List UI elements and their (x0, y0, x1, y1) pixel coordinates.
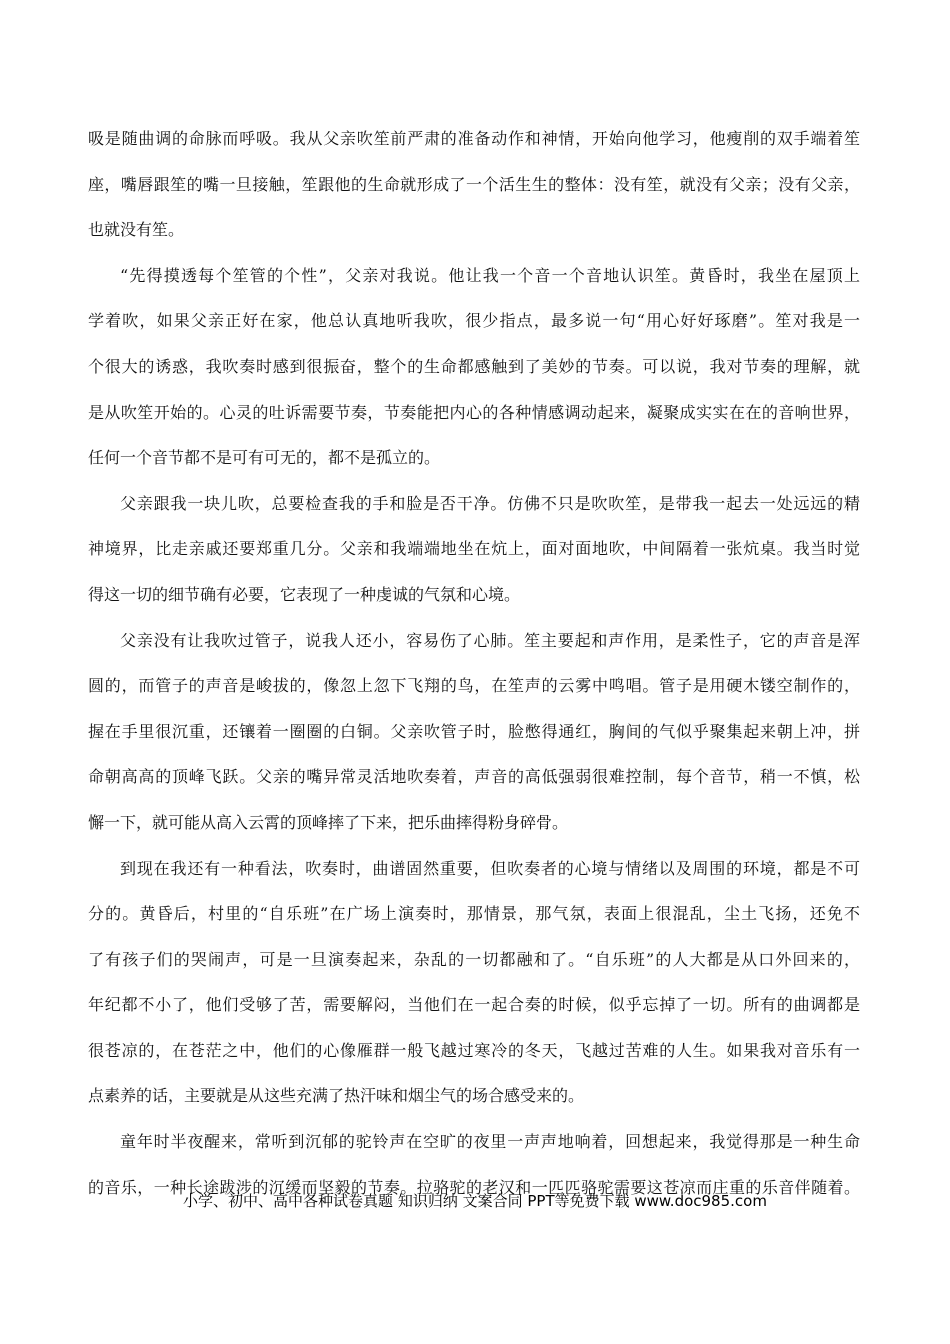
emphasis-dot-char: 峻 (256, 676, 273, 696)
text-line: “先得摸透每个笙管的个性”，父亲对我说。他让我一个音一个音地认识笙。黄昏时，我坐在屋顶上 (120, 265, 860, 285)
text-line: 学着吹，如果父亲正好在家，他总认真地听我吹，很少指点，最多说一句“用心好好琢磨”。笙对我是一 (88, 311, 860, 331)
text-line: 吸是随曲调的命脉而呼吸。我从父亲吹笙前严肃的准备动作和神情，开始向他学习，他瘦削的双手端着笙 (88, 129, 860, 148)
document-body (88, 116, 860, 1210)
text-line: 分的。黄昏后，村里的“自乐班”在广场上演奏时，那情景，那气氛，表面上很混乱，尘土飞扬，还免不 (88, 904, 860, 924)
text-line: 很苍凉的，在苍茫之中，他们的心像雁群一般飞越过寒冷的冬天，飞越过苦难的人生。如果我对音乐有一 (88, 1040, 860, 1060)
text-line: 任何一个音节都不是可有可无的，都不是孤立的。 (88, 448, 441, 468)
text-line: 的音乐，一种长途跋涉的沉缓而坚毅的节奏。拉骆驼的老汉和一匹匹骆驼需要这苍凉而庄重的乐音伴随着。 (88, 1177, 860, 1197)
paragraph (88, 481, 860, 618)
paragraph (88, 618, 860, 846)
text-line: 父亲没有让我吹过管子，说我人还小，容易伤了心肺。笙主要起和声作用，是柔性子，它的声音是浑 (120, 630, 860, 650)
text-line: 也就没有笙。 (88, 220, 185, 240)
text-line: 得这一切的细节确有必要，它表现了一种虔诚的气氛和心境。 (88, 584, 521, 604)
text-line: 命朝高高的顶峰飞跃。父亲的嘴异常灵活地吹奏着，声音的高低强弱很难控制，每个音节，稍一不慎，松 (88, 767, 860, 787)
text-line emph-line: 圆的，而管子的声音是峻拔的，像忽上忽下飞翔的鸟，在笙声的云雾中鸣唱。管子是用硬木镂空制作的， (88, 676, 860, 696)
text-line: 年纪都不小了，他们受够了苦，需要解闷，当他们在一起合奏的时候，似乎忘掉了一切。所有的曲调都是 (88, 995, 860, 1015)
emphasis-dot-char: 拔 (272, 676, 290, 696)
text-line emph-line: 了有孩子们的哭闹声，可是一旦演奏起来，杂乱的一切都融和了。“自乐班”的人大都是从口外回来的， (88, 949, 860, 969)
text-line: 神境界，比走亲戚还要郑重几分。父亲和我端端地坐在炕上，面对面地吹，中间隔着一张炕桌。我当时觉 (88, 539, 860, 559)
emphasis-dot-char: 和 (533, 949, 551, 969)
text-line: 个很大的诱惑，我吹奏时感到很振奋，整个的生命都感触到了美妙的节奏。可以说，我对节奏的理解，就 (88, 356, 860, 376)
paragraph (88, 116, 860, 253)
text-line: 到现在我还有一种看法，吹奏时，曲谱固然重要，但吹奏者的心境与情绪以及周围的环境，都是不可 (120, 858, 860, 878)
text-line: 握在手里很沉重，还镶着一圈圈的白铜。父亲吹管子时，脸憋得通红，胸间的气似乎聚集起来朝上冲，拼 (88, 721, 860, 741)
paragraph (88, 846, 860, 1120)
text-line: 是从吹笙开始的。心灵的吐诉需要节奏，节奏能把内心的各种情感调动起来，凝聚成实实在在的音响世界， (88, 402, 860, 422)
text-line: 点素养的话，主要就是从这些充满了热汗味和烟尘气的场合感受来的。 (88, 1086, 585, 1106)
footer-banner: 小学、初中、高中各种试卷真题 知识归纳 文案合同 PPT等免费下载 www.doc985.com (183, 1192, 767, 1210)
text-line: 座，嘴唇跟笙的嘴一旦接触，笙跟他的生命就形成了一个活生生的整体：没有笙，就没有父亲；没有父亲， (88, 174, 860, 194)
paragraph (88, 253, 860, 481)
text-line: 父亲跟我一块儿吹，总要检查我的手和脸是否干净。仿佛不只是吹吹笙，是带我一起去一处远远的精 (120, 493, 860, 513)
text-line: 童年时半夜醒来，常听到沉郁的驼铃声在空旷的夜里一声声地响着，回想起来，我觉得那是一种生命 (120, 1132, 860, 1152)
text-line: 懈一下，就可能从高入云霄的顶峰摔了下来，把乐曲摔得粉身碎骨。 (88, 812, 569, 832)
emphasis-dot-char: 融 (516, 949, 534, 969)
